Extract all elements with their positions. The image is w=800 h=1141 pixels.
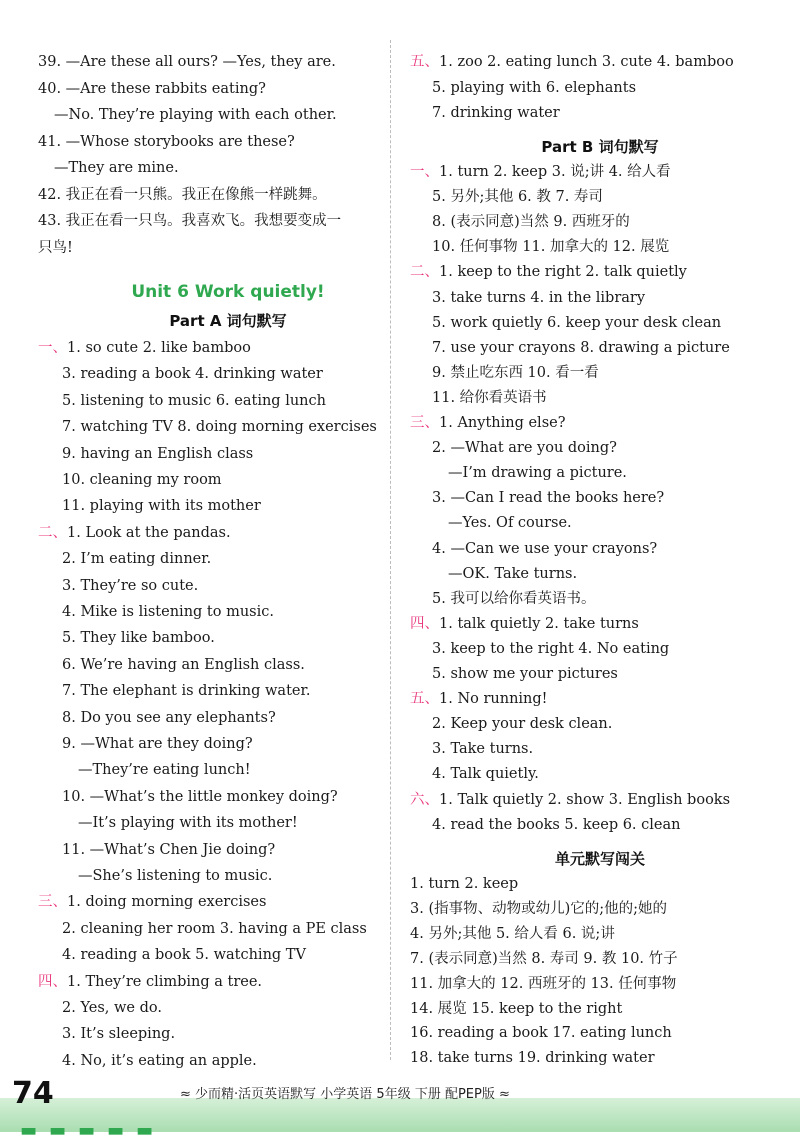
answer-line: [62, 1024, 175, 1044]
answer-line: [62, 602, 274, 622]
answer-line: [62, 576, 198, 596]
answer-line: [62, 628, 215, 648]
answer-text: 5. They like bamboo.: [62, 630, 215, 647]
answer-line: [62, 655, 305, 675]
answer-line: [62, 787, 338, 807]
answer-text: 11. 加拿大的 12. 西班牙的 13. 任何事物: [410, 975, 677, 992]
section-marker: 三、: [38, 894, 67, 911]
answer-text: 4. —Can we use your crayons?: [432, 540, 658, 557]
answer-text: —They’re eating lunch!: [78, 762, 251, 779]
answer-text: 1. talk quietly 2. take turns: [439, 615, 639, 632]
answer-text: —OK. Take turns.: [448, 565, 578, 582]
answer-text: 14. 展览 15. keep to the right: [410, 1000, 623, 1017]
answer-text: 3. They’re so cute.: [62, 577, 199, 594]
answer-text: —They are mine.: [54, 160, 179, 176]
section-marker: 四、: [38, 973, 67, 990]
footer-decoration: ▬▬▬▬▬: [20, 1120, 166, 1141]
answer-text: 11. 给你看英语书: [432, 389, 547, 406]
answer-line: [432, 363, 599, 383]
answer-text: 18. take turns 19. drinking water: [410, 1050, 655, 1067]
answer-text: —It’s playing with its mother!: [78, 815, 298, 832]
answer-text: 1. turn 2. keep: [410, 876, 519, 892]
answer-line: [432, 388, 547, 408]
answer-line: [62, 945, 306, 965]
answer-line: [432, 739, 533, 759]
section-title: 单元默写闯关: [554, 850, 645, 868]
answer-line: [410, 689, 548, 709]
answer-line: [62, 496, 261, 516]
answer-text: —She’s listening to music.: [78, 868, 273, 884]
answer-line: [410, 413, 566, 433]
answer-line: [62, 919, 367, 939]
answer-line: [432, 539, 657, 559]
answer-line: [410, 262, 687, 282]
answer-line: [62, 549, 211, 569]
answer-line: [410, 899, 667, 919]
answer-line: [432, 338, 730, 358]
section-marker: 六、: [410, 791, 439, 808]
answer-line: [38, 523, 231, 543]
answer-text: 4. Talk quietly.: [432, 766, 539, 783]
section-marker: 五、: [410, 691, 439, 708]
section-marker: 二、: [410, 264, 439, 281]
answer-line: [410, 999, 622, 1019]
answer-line: [62, 840, 275, 860]
answer-line: [432, 513, 572, 533]
answer-text: 7. drinking water: [432, 105, 560, 121]
answer-text: 7. use your crayons 8. drawing a picture: [432, 339, 730, 356]
answer-line: [432, 564, 577, 584]
answer-text: 39. —Are these all ours? —Yes, they are.: [38, 54, 336, 70]
answer-text: —No. They’re playing with each other.: [54, 107, 337, 123]
answer-text: 9. —What are they doing?: [62, 736, 253, 752]
answer-line: [62, 708, 276, 728]
section-marker: 一、: [38, 340, 67, 356]
answer-text: 7. watching TV 8. doing morning exercises: [62, 419, 377, 436]
answer-text: 11. playing with its mother: [62, 498, 261, 515]
answer-line: [38, 105, 337, 125]
answer-line: [432, 488, 664, 508]
column-divider: [390, 40, 391, 1060]
answer-text: 16. reading a book 17. eating lunch: [410, 1025, 672, 1042]
answer-line: [410, 1048, 655, 1068]
answer-line: [432, 187, 603, 207]
answer-line: [432, 438, 617, 458]
answer-line: [410, 874, 518, 894]
answer-text: 1. doing morning exercises: [67, 894, 267, 911]
section-marker: 五、: [410, 54, 439, 70]
section-marker: 二、: [38, 524, 67, 541]
answer-line: [432, 589, 595, 609]
answer-line: [410, 924, 615, 944]
answer-text: 2. cleaning her room 3. having a PE class: [62, 920, 367, 937]
answer-line: [410, 162, 671, 182]
answer-text: 4. read the books 5. keep 6. clean: [432, 816, 681, 833]
page-number: 74: [12, 1076, 54, 1111]
answer-line: [410, 949, 678, 969]
answer-text: 3. —Can I read the books here?: [432, 490, 665, 507]
answer-line: [62, 391, 326, 411]
answer-text: 5. listening to music 6. eating lunch: [62, 392, 326, 409]
answer-text: 只鸟!: [38, 239, 73, 256]
page-footer: [0, 1068, 800, 1141]
answer-text: 1. No running!: [439, 691, 548, 708]
section-marker: 一、: [410, 164, 439, 180]
section-title: Part B 词句默写: [541, 138, 659, 156]
answer-line: [432, 313, 721, 333]
answer-text: 1. They’re climbing a tree.: [67, 973, 263, 990]
answer-line: [62, 760, 251, 780]
answer-line: [38, 892, 266, 912]
answer-line: [410, 614, 639, 634]
answer-line: [432, 815, 680, 835]
answer-text: 4. 另外;其他 5. 给人看 6. 说;讲: [410, 925, 615, 942]
answer-line: [410, 1023, 672, 1043]
answer-text: 10. 任何事物 11. 加拿大的 12. 展览: [432, 239, 670, 256]
answer-line: [38, 972, 262, 992]
answer-line: [38, 158, 179, 178]
answer-text: 10. cleaning my room: [62, 472, 222, 488]
answer-text: 3. Take turns.: [432, 741, 534, 758]
answer-line: [410, 974, 676, 994]
answer-text: —Yes. Of course.: [448, 515, 572, 532]
answer-line: [410, 52, 734, 72]
answer-text: 5. playing with 6. elephants: [432, 79, 637, 96]
answer-line: [432, 463, 627, 483]
answer-text: 41. —Whose storybooks are these?: [38, 133, 295, 150]
answer-text: 42. 我正在看一只熊。我正在像熊一样跳舞。: [38, 186, 327, 203]
answer-text: 4. reading a book 5. watching TV: [62, 947, 306, 964]
answer-text: 9. 禁止吃东西 10. 看一看: [432, 364, 599, 381]
answer-line: [432, 212, 630, 232]
answer-line: [62, 866, 272, 886]
answer-line: [432, 103, 560, 123]
section-title: Unit 6 Work quietly!: [131, 282, 325, 302]
answer-line: [62, 417, 377, 437]
answer-text: 2. Keep your desk clean.: [432, 716, 613, 733]
answer-text: 1. Look at the pandas.: [67, 524, 231, 541]
answer-text: 1. turn 2. keep 3. 说;讲 4. 给人看: [439, 164, 671, 180]
section-marker: 三、: [410, 415, 439, 431]
answer-text: 2. I’m eating dinner.: [62, 551, 212, 568]
section-marker: 四、: [410, 615, 439, 632]
answer-line: [432, 288, 645, 308]
answer-text: 3. It’s sleeping.: [62, 1026, 176, 1043]
answer-text: 9. having an English class: [62, 445, 254, 462]
section-title: Part A 词句默写: [169, 312, 287, 330]
answer-line: [62, 444, 253, 464]
answer-text: 1. zoo 2. eating lunch 3. cute 4. bamboo: [439, 54, 734, 70]
answer-text: —I’m drawing a picture.: [448, 465, 627, 482]
answer-line: [410, 790, 730, 810]
answer-line: [432, 764, 539, 784]
answer-line: [62, 470, 222, 490]
answer-text: 4. No, it’s eating an apple.: [62, 1052, 257, 1069]
answer-text: 5. show me your pictures: [432, 666, 618, 682]
answer-text: 1. so cute 2. like bamboo: [67, 340, 251, 356]
answer-text: 3. take turns 4. in the library: [432, 289, 646, 306]
answer-line: [38, 211, 341, 231]
answer-text: 3. (指事物、动物或幼儿)它的;他的;她的: [410, 900, 668, 917]
answer-text: 2. —What are you doing?: [432, 440, 617, 457]
answer-line: [38, 185, 327, 205]
answer-text: 40. —Are these rabbits eating?: [38, 80, 266, 97]
answer-text: 5. 另外;其他 6. 教 7. 寿司: [432, 189, 603, 206]
answer-line: [38, 238, 73, 258]
answer-text: 4. Mike is listening to music.: [62, 604, 274, 620]
answer-text: 3. keep to the right 4. No eating: [432, 640, 670, 657]
answer-line: [38, 132, 295, 152]
answer-line: [62, 998, 162, 1018]
answer-text: 1. keep to the right 2. talk quietly: [439, 264, 687, 281]
answer-text: 7. (表示同意)当然 8. 寿司 9. 教 10. 竹子: [410, 950, 678, 967]
answer-text: 3. reading a book 4. drinking water: [62, 366, 323, 383]
answer-line: [432, 78, 636, 98]
answer-text: 11. —What’s Chen Jie doing?: [62, 841, 276, 858]
answer-text: 5. work quietly 6. keep your desk clean: [432, 314, 722, 331]
answer-line: [62, 813, 298, 833]
answer-text: 10. —What’s the little monkey doing?: [62, 788, 338, 805]
answer-text: 8. Do you see any elephants?: [62, 709, 276, 726]
answer-line: [432, 714, 612, 734]
answer-text: 6. We’re having an English class.: [62, 656, 305, 673]
answer-line: [432, 664, 618, 684]
answer-line: [62, 364, 323, 384]
footer-book-title: ≈ 少而精·活页英语默写 小学英语 5年级 下册 配PEP版 ≈: [180, 1087, 510, 1102]
answer-text: 7. The elephant is drinking water.: [62, 683, 311, 700]
answer-line: [62, 681, 310, 701]
answer-line: [38, 79, 266, 99]
answer-line: [432, 639, 669, 659]
answer-text: 2. Yes, we do.: [62, 1000, 162, 1016]
answer-text: 1. Talk quietly 2. show 3. English books: [439, 791, 731, 808]
answer-line: [62, 734, 253, 754]
answer-text: 5. 我可以给你看英语书。: [432, 590, 596, 607]
answer-text: 8. (表示同意)当然 9. 西班牙的: [432, 214, 630, 231]
answer-line: [432, 237, 669, 257]
answer-text: 43. 我正在看一只鸟。我喜欢飞。我想要变成一: [38, 213, 342, 229]
answer-line: [38, 338, 251, 358]
answer-text: 1. Anything else?: [439, 415, 566, 431]
answer-line: [38, 52, 336, 72]
